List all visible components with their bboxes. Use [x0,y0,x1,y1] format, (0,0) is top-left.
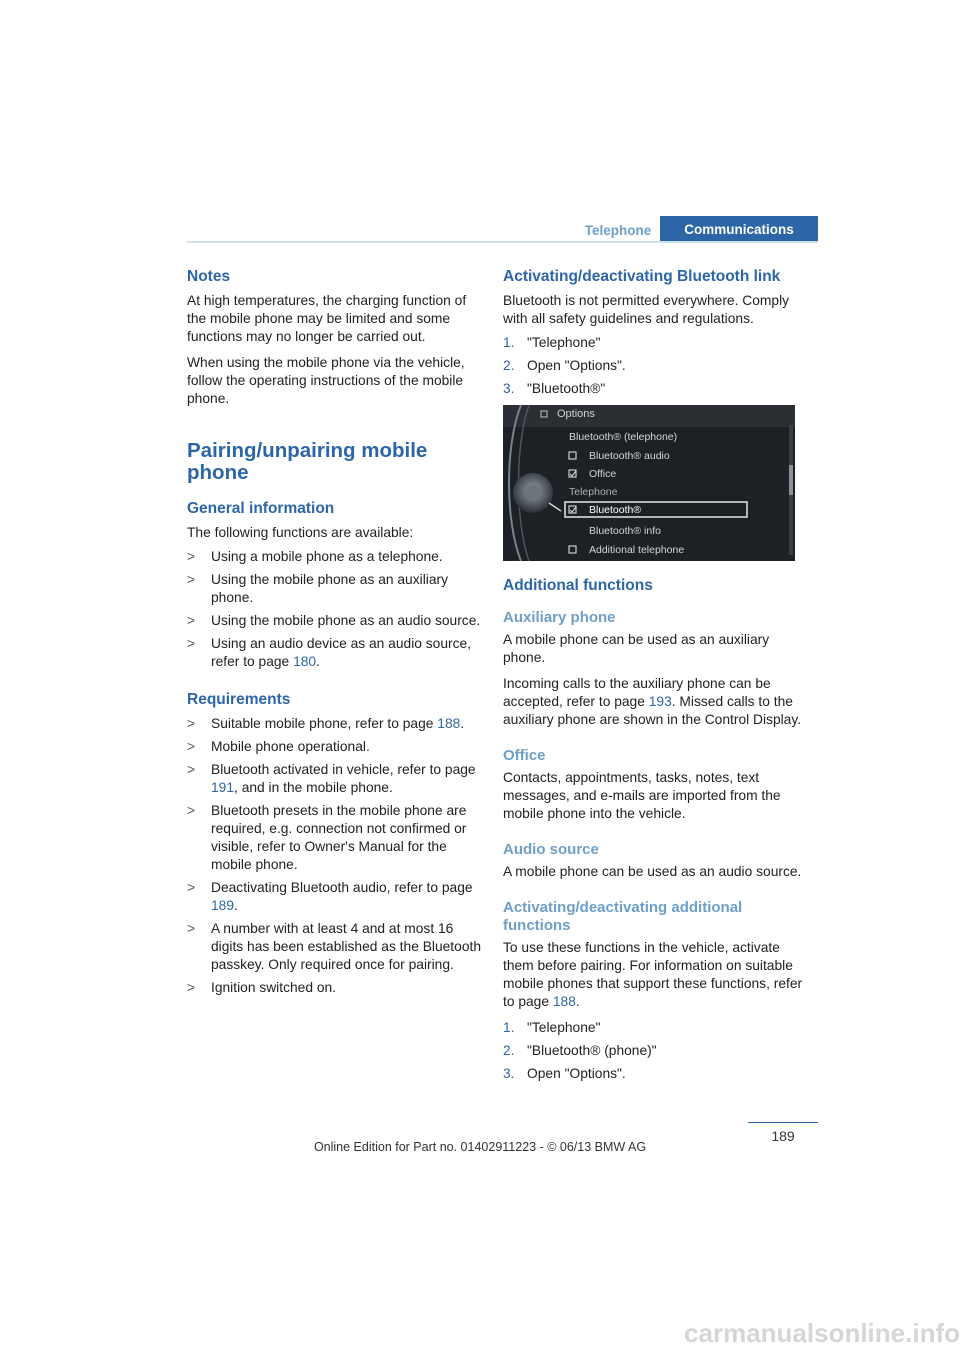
watermark: carmanualsonline.info [684,1318,960,1348]
menu-row[interactable]: Bluetooth® info [589,525,661,537]
page-link[interactable]: 191 [211,780,235,795]
header-rule [187,241,818,243]
step-item: 1. "Telephone" [503,335,601,350]
list-item: > Ignition switched on. [187,980,337,995]
list-item: > Deactivating Bluetooth audio, refer to page 189. [187,880,473,913]
auxiliary-phone-heading: Auxiliary phone [503,609,616,626]
office-paragraph: Contacts, appointments, tasks, notes, text messages, and e-mails are imported from the mobile phone into the vehicle. [503,770,781,821]
list-item: > Using an audio device as an audio source, refer to page 180. [187,636,472,669]
menu-row[interactable]: Additional telephone [589,544,685,556]
notes-paragraph: When using the mobile phone via the vehicle, follow the operating instructions of the mobile phone. [187,355,465,406]
page-link[interactable]: 188 [437,716,461,731]
additional-functions-heading: Additional functions [503,577,653,594]
menu-row[interactable]: Bluetooth® (telephone) [569,431,678,443]
page-number: 189 [771,1128,795,1144]
right-column-top [503,268,803,406]
bluetooth-link-intro: Bluetooth is not permitted everywhere. Comply with all safety guidelines and regulations. [503,293,790,326]
list-item: > Bluetooth activated in vehicle, refer to page 191, and in the mobile phone. [187,762,476,795]
step-item: 3. "Bluetooth®" [503,381,606,396]
page-link[interactable]: 180 [293,654,317,669]
footer-text: Online Edition for Part no. 01402911223 - © 06/13 BMW AG [313,1140,647,1154]
audio-source-heading: Audio source [503,841,599,858]
notes-heading: Notes [187,268,231,285]
step-item: 2. "Bluetooth® (phone)" [503,1043,657,1058]
page-link[interactable]: 188 [552,994,576,1009]
aux-paragraph: A mobile phone can be used as an auxiliary phone. [503,632,770,665]
requirements-list [187,715,485,997]
list-item: > A number with at least 4 and at most 16 digits has been established as the Bluetooth passkey. Only required once for pairing. [187,921,481,972]
menu-row: Telephone [569,486,618,498]
general-info-heading: General information [187,500,335,517]
notes-paragraph: At high temperatures, the charging function of the mobile phone may be limited and some functions may no longer be carried out. [187,293,467,344]
list-item: > Using a mobile phone as a telephone. [187,549,443,564]
header-section-tab: Telephone [584,222,652,238]
step-item: 1. "Telephone" [503,1020,601,1035]
list-item: > Mobile phone operational. [187,739,370,754]
adf-paragraph: To use these functions in the vehicle, activate them before pairing. For information on suitable mobile phones that support these functions, refer to page 188. [503,940,803,1009]
list-item: > Suitable mobile phone, refer to page 188. [187,716,465,731]
page-link[interactable]: 189 [211,898,235,913]
menu-row[interactable]: Office [589,468,617,480]
general-list [187,548,485,671]
step-item: 3. Open "Options". [503,1066,626,1081]
header-chapter-tab: Communications [660,216,818,243]
adf-steps [503,1019,803,1083]
options-menu-screenshot [503,405,795,561]
list-item: > Bluetooth presets in the mobile phone are required, e.g. connection not confirmed or visible, refer to Owner's Manual for the mobile phone. [187,803,467,872]
requirements-heading: Requirements [187,691,291,708]
pairing-heading: Pairing/unpairing mobile phone [187,439,428,484]
bluetooth-link-heading: Activating/deactivating Bluetooth link [503,268,781,285]
menu-row-selected[interactable]: Bluetooth® [589,504,642,516]
bluetooth-link-steps [503,334,803,398]
page-link[interactable]: 193 [648,694,672,709]
left-column [187,268,485,1002]
audio-paragraph: A mobile phone can be used as an audio source. [503,864,802,879]
step-item: 2. Open "Options". [503,358,626,373]
aux-paragraph: Incoming calls to the auxiliary phone can be accepted, refer to page 193. Missed calls to the auxiliary phone are shown in the Control Display. [503,676,802,727]
right-column-bottom [503,577,803,1091]
screen-title: Options [557,408,595,420]
general-intro: The following functions are available: [187,525,414,540]
additional-functions-activation-heading: Activating/deactivating additional functions [503,899,743,934]
list-item: > Using the mobile phone as an auxiliary phone. [187,572,448,605]
office-heading: Office [503,747,546,764]
list-item: > Using the mobile phone as an audio source. [187,613,481,628]
menu-row[interactable]: Bluetooth® audio [589,450,670,462]
page-number-rule [748,1122,818,1123]
